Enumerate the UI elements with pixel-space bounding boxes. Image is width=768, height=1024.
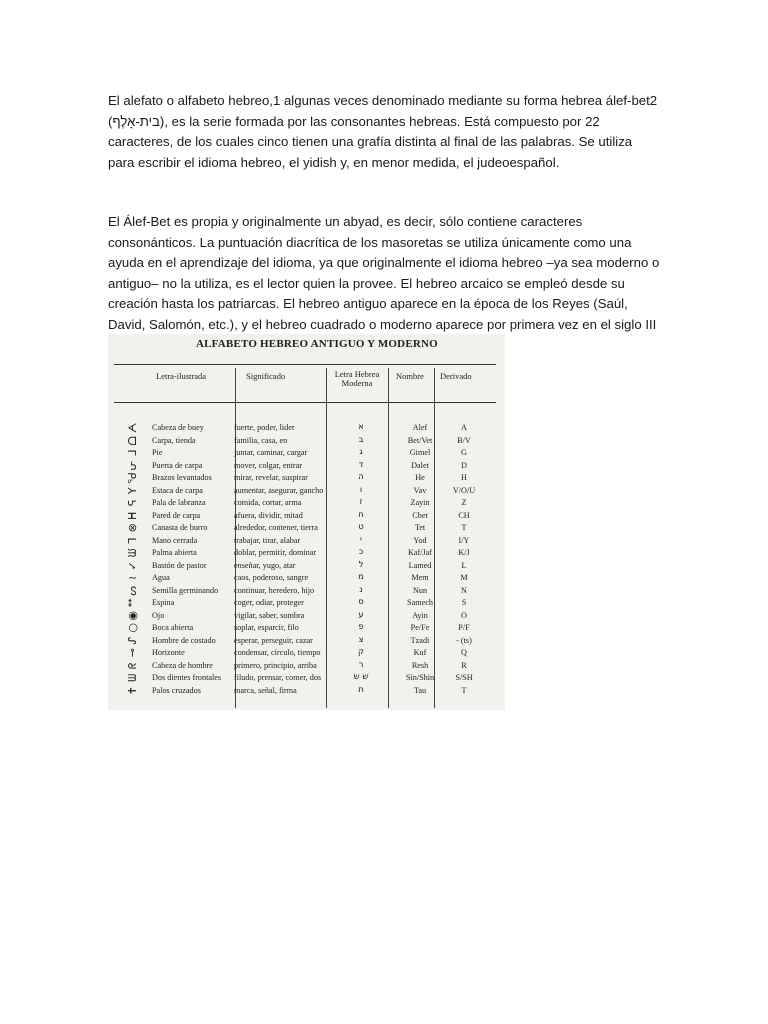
letter-illustration-label: Carpa, tienda	[152, 435, 196, 445]
derived-letter: D	[461, 460, 467, 470]
meaning-label: alrededor, contener, tierra	[234, 523, 318, 532]
letter-name: Tet	[414, 523, 426, 532]
hebrew-letter: פ	[358, 622, 364, 632]
table-header-rule	[114, 402, 496, 403]
table-row	[114, 497, 496, 509]
letter-illustration-label: Palos cruzados	[152, 685, 201, 695]
meaning-label: afuera, dividir, mitad	[234, 510, 303, 520]
meaning-label: esperar, perseguir, cazar	[234, 635, 313, 645]
letter-name: Kaf/Jaf	[407, 548, 433, 557]
ancient-glyph-icon: ✓	[126, 560, 140, 570]
alphabet-table-image	[108, 334, 505, 710]
hebrew-letter: א	[358, 422, 364, 432]
header-nombre: Nombre	[396, 371, 424, 381]
derived-letter: A	[461, 423, 467, 432]
meaning-label: trabajar, tirar, alabar	[234, 535, 301, 545]
ancient-glyph-icon: ᔑ	[126, 636, 140, 645]
derived-letter: O	[461, 610, 467, 620]
letter-name: Kuf	[413, 648, 427, 657]
letter-illustration-label: Horizonte	[152, 648, 185, 657]
letter-illustration-label: Puerta de carpa	[152, 460, 203, 470]
hebrew-letter: י	[360, 534, 362, 545]
letter-illustration-label: Pala de labranza	[152, 498, 206, 507]
table-row	[114, 547, 496, 559]
hebrew-letter: ו	[359, 484, 363, 495]
hebrew-letter: ע	[358, 609, 364, 620]
header-letra-ilustrada: Letra-ilustrada	[156, 371, 207, 381]
table-row	[114, 610, 496, 622]
ancient-glyph-icon: ᕯ	[126, 598, 140, 608]
hebrew-letter: ס	[358, 597, 364, 607]
meaning-label: caos, poderoso, sangre	[234, 573, 309, 582]
ancient-glyph-icon: ≀	[126, 575, 140, 580]
ancient-glyph-icon: ᙎ	[126, 548, 140, 558]
letter-illustration-label: Pared de carpa	[152, 510, 201, 520]
meaning-label: comida, cortar, arma	[234, 498, 302, 507]
ancient-glyph-icon: ⊸	[126, 648, 140, 658]
letter-illustration-label: Dos dientes frontales	[152, 673, 222, 682]
derived-letter: P/F	[458, 623, 470, 632]
letter-name: Ayin	[412, 610, 428, 620]
ancient-glyph-icon: ᒧ	[126, 449, 140, 457]
letter-illustration-label: Hombre de costado	[152, 635, 216, 645]
meaning-label: fuerte, poder, lider	[234, 423, 295, 432]
table-row	[114, 535, 496, 547]
letter-name: Vav	[413, 485, 427, 495]
table-row	[114, 647, 496, 659]
letter-illustration-label: Boca abierta	[152, 623, 194, 632]
letter-illustration-label: Espina	[152, 598, 175, 607]
derived-letter: G	[461, 448, 467, 457]
ancient-glyph-icon: ᔕ	[126, 585, 140, 596]
hebrew-letter: נ	[359, 584, 363, 595]
letter-name: He	[415, 473, 425, 482]
table-row	[114, 560, 496, 572]
meaning-label: mirar, revelar, suspirar	[234, 473, 308, 482]
hebrew-letter: ז	[359, 497, 363, 507]
header-derivado: Derivado	[440, 371, 472, 381]
letter-name: Bet/Vet	[407, 435, 433, 445]
letter-illustration-label: Agua	[152, 573, 170, 582]
ancient-glyph-icon: Y	[126, 486, 140, 494]
letter-illustration-label: Palma abierta	[152, 548, 197, 557]
letter-name: Dalet	[411, 460, 429, 470]
ancient-glyph-icon: ⊗	[126, 523, 140, 533]
hebrew-letter: כ	[358, 547, 364, 557]
derived-letter: H	[461, 473, 467, 482]
table-row	[114, 585, 496, 597]
paragraph-intro: El alefato o alfabeto hebreo,1 algunas veces denominado mediante su forma hebrea álef-bet2 (בית-אָלֶף), es la serie formada por las consonantes hebreas. Está compuesto por 22 caracteres, de los cuales cinco tienen una grafía distinta al final de las palabras. Se utiliza para escribir el idioma hebreo, el yidish y, en menor medida, el judeoespañol.	[108, 93, 658, 170]
letter-illustration-label: Bastón de pastor	[152, 560, 207, 570]
table-row	[114, 597, 496, 609]
derived-letter: M	[460, 573, 468, 582]
ancient-glyph-icon: ◉	[126, 610, 140, 621]
meaning-label: condensar, círculo, tiempo	[234, 648, 321, 657]
table-row	[114, 685, 496, 697]
meaning-label: coger, odiar, proteger	[234, 598, 304, 607]
hebrew-letter: ל	[358, 559, 364, 570]
hebrew-letter: ד	[358, 459, 364, 470]
table-row	[114, 422, 496, 434]
meaning-label: familia, casa, en	[234, 435, 288, 445]
letter-name: Samech	[407, 598, 433, 607]
table-row	[114, 572, 496, 584]
ancient-glyph-icon: ᒣ	[126, 536, 140, 544]
letter-name: Alef	[412, 423, 428, 432]
table-row	[114, 660, 496, 672]
derived-letter: S/SH	[455, 673, 473, 682]
ancient-glyph-icon: ᕼ	[126, 511, 140, 520]
letter-name: Lamed	[408, 560, 432, 570]
derived-letter: Z	[461, 498, 467, 507]
hebrew-letter: ה	[358, 472, 364, 482]
table-row	[114, 447, 496, 459]
letter-illustration-label: Pie	[152, 448, 163, 457]
ancient-glyph-icon: ᖇ	[126, 662, 140, 669]
table-top-rule	[114, 364, 496, 365]
ancient-glyph-icon: ᗯ	[126, 673, 140, 682]
letter-name: Nun	[412, 585, 428, 595]
table-row	[114, 472, 496, 484]
table-row	[114, 510, 496, 522]
letter-name: Yod	[413, 535, 427, 545]
meaning-label: primero, principio, arriba	[234, 660, 317, 670]
derived-letter: T	[461, 523, 467, 532]
derived-letter: R	[461, 660, 467, 670]
derived-letter: L	[461, 560, 467, 570]
letter-name: Zayin	[410, 498, 430, 507]
letter-illustration-label: Mano cerrada	[152, 535, 198, 545]
alphabet-table	[114, 364, 496, 742]
paragraph-alef-bet: El Álef-Bet es propia y originalmente un abyad, es decir, sólo contiene caracteres consonánticos. La puntuación diacrítica de los masoretas se utiliza únicamente como una ayuda en el aprendizaje del idioma, ya que originalmente el idioma hebreo –ya sea moderno o antiguo– no la utiliza, es el lector quien la provee. El hebreo arcaico se empleó desde su creación hasta los patriarcas. El hebreo antiguo aparece en la época de los Reyes (Saúl, David, Salomón, etc.), y el hebreo cuadrado o moderno aparece por primera vez en el siglo III	[108, 214, 660, 332]
ancient-glyph-icon: ○	[126, 623, 140, 633]
derived-letter: S	[461, 598, 467, 607]
table-row	[114, 460, 496, 472]
derived-letter: CH	[458, 510, 470, 520]
hebrew-letter: שׁ שׂ	[353, 672, 369, 682]
derived-letter: N	[461, 585, 467, 595]
letter-name: Tau	[413, 685, 427, 695]
table-row	[114, 435, 496, 447]
hebrew-letter: ת	[358, 684, 364, 695]
ancient-glyph-icon: ᖁ	[126, 472, 140, 484]
figure-title: ALFABETO HEBREO ANTIGUO Y MODERNO	[196, 338, 438, 350]
meaning-label: aumentar, asegurar, gancho	[234, 485, 324, 495]
hebrew-letter: ר	[358, 659, 364, 670]
table-row	[114, 622, 496, 634]
derived-letter: - (ts)	[456, 635, 472, 645]
derived-letter: K/J	[458, 548, 470, 557]
letter-name: Mem	[411, 573, 429, 582]
letter-name: Pe/Fe	[410, 623, 430, 632]
ancient-glyph-icon: ᗅ	[126, 422, 140, 433]
meaning-label: mover, colgar, entrar	[234, 460, 302, 470]
hebrew-letter: ח	[358, 509, 364, 520]
table-row	[114, 635, 496, 647]
table-row	[114, 485, 496, 497]
hebrew-letter: ג	[359, 447, 363, 457]
meaning-label: soplar, esparcir, filo	[234, 623, 299, 632]
derived-letter: T	[461, 685, 467, 695]
letter-illustration-label: Semilla germinando	[152, 585, 219, 595]
letter-name: Gimel	[409, 448, 431, 457]
letter-illustration-label: Cabeza de buey	[152, 423, 204, 432]
letter-name: Tzadi	[410, 635, 430, 645]
letter-name: Chet	[412, 510, 428, 520]
hebrew-letter: ט	[358, 522, 364, 532]
header-significado: Significado	[246, 371, 286, 381]
derived-letter: B/V	[457, 435, 471, 445]
letter-illustration-label: Canasta de burro	[152, 523, 208, 532]
meaning-label: doblar, permitir, dominar	[234, 548, 317, 557]
header-letra-hebrea: Letra Hebrea Moderna	[334, 369, 380, 388]
derived-letter: I/Y	[458, 535, 470, 545]
letter-name: Sin/Shin	[405, 673, 435, 682]
ancient-glyph-icon: ᗝ	[126, 435, 140, 445]
ancient-glyph-icon: ᕂ	[126, 460, 140, 471]
letter-name: Resh	[411, 660, 429, 670]
table-row	[114, 522, 496, 534]
letter-illustration-label: Estaca de carpa	[152, 485, 203, 495]
meaning-label: filudo, prensar, comer, dos	[234, 673, 322, 682]
derived-letter: Q	[461, 648, 467, 657]
hebrew-letter: ק	[357, 647, 365, 657]
hebrew-letter: מ	[358, 572, 364, 582]
ancient-glyph-icon: ✝	[126, 685, 140, 695]
table-row	[114, 672, 496, 684]
meaning-label: marca, señal, firma	[234, 685, 297, 695]
derived-letter: V/O/U	[452, 485, 476, 495]
meaning-label: juntar, caminar, cargar	[234, 448, 308, 457]
meaning-label: continuar, heredero, hijo	[234, 585, 315, 595]
hebrew-letter: ב	[358, 434, 364, 445]
meaning-label: enseñar, yugo, atar	[234, 560, 296, 570]
ancient-glyph-icon: ᕋ	[126, 499, 140, 507]
letter-illustration-label: Cabeza de hombre	[152, 660, 213, 670]
hebrew-letter: צ	[358, 634, 364, 645]
meaning-label: vigilar, saber, sombra	[234, 610, 305, 620]
letter-illustration-label: Brazos levantados	[152, 473, 212, 482]
letter-illustration-label: Ojo	[152, 610, 165, 620]
